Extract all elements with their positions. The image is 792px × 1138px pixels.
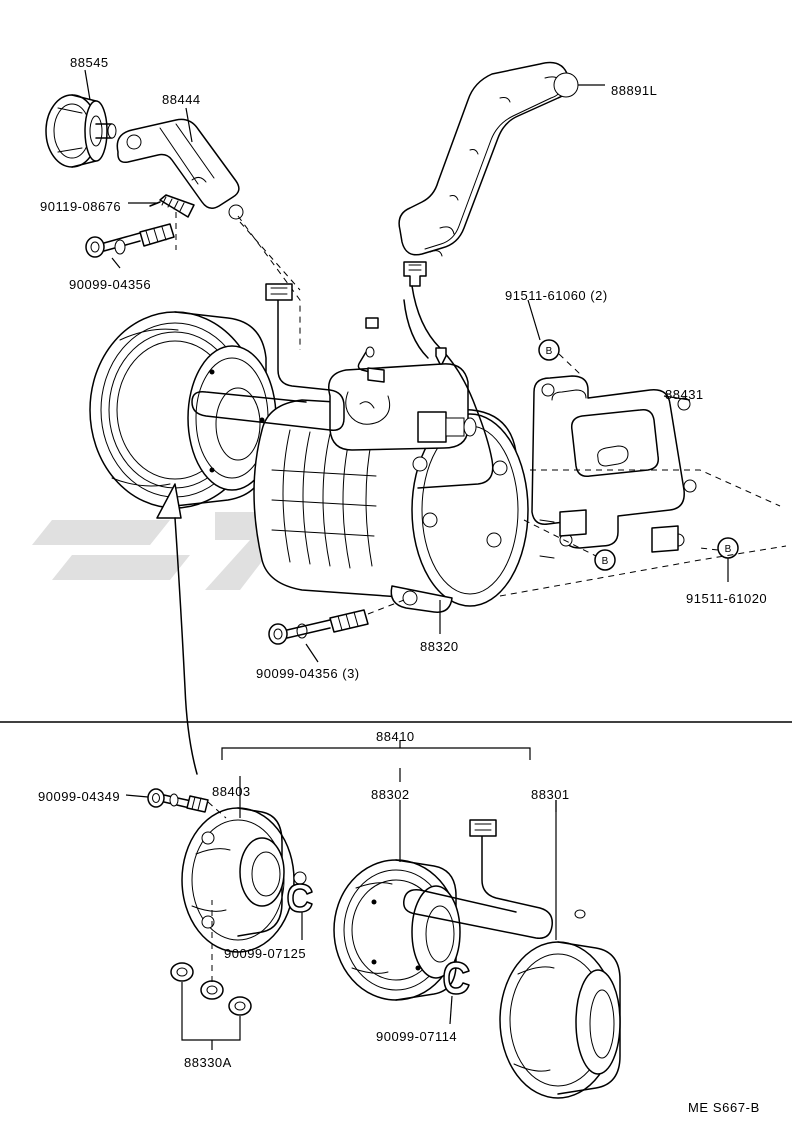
part-90119-08676-bolt: [150, 195, 194, 217]
part-88302-rotor: [334, 860, 460, 1000]
part-label-90099-04356: 90099-04356: [69, 277, 152, 292]
part-90099-07114-snap-ring: [444, 962, 469, 994]
part-label-88410: 88410: [376, 729, 415, 744]
part-compressor-pulley-front: [90, 312, 276, 508]
part-88891L-bracket: [399, 63, 578, 257]
part-label-88301: 88301: [531, 787, 570, 802]
part-label-88302: 88302: [371, 787, 410, 802]
leader-90099-07114: [450, 996, 452, 1024]
part-label-90119-08676: 90119-08676: [40, 199, 122, 214]
leader-90099-04356-lower: [306, 644, 318, 662]
part-88545-idler-pulley: [46, 95, 116, 167]
part-label-91511-61060: 91511-61060 (2): [505, 288, 608, 303]
svg-text:B: B: [601, 556, 609, 567]
part-label-88444: 88444: [162, 92, 201, 107]
part-label-88891L: 88891L: [611, 83, 658, 98]
part-label-88403: 88403: [212, 784, 251, 799]
svg-text:B: B: [545, 346, 553, 357]
part-90099-04356-bolts-lower: [269, 600, 404, 644]
part-90099-04356-bolt-upper: [86, 224, 174, 257]
part-88403-hub: [182, 808, 306, 952]
assembly-line-bracket-2: [176, 212, 300, 290]
fastener-91511-61060: [528, 300, 580, 374]
part-88431-bracket: [532, 376, 696, 558]
part-label-91511-61020: 91511-61020: [686, 591, 768, 606]
leader-90099-04349: [126, 795, 148, 797]
part-label-88545: 88545: [70, 55, 109, 70]
part-label-90099-04349: 90099-04349: [38, 789, 121, 804]
footer-code: ME S667-B: [688, 1100, 760, 1115]
part-label-90099-07125: 90099-07125: [224, 946, 307, 961]
svg-text:B: B: [724, 544, 732, 555]
part-88301-stator: [500, 942, 620, 1098]
assembly-line-88431-2: [500, 546, 786, 596]
part-label-88320: 88320: [420, 639, 459, 654]
assembly-line-bracket: [238, 216, 300, 350]
part-label-90099-04356-3: 90099-04356 (3): [256, 666, 360, 681]
connector-upper-right: [404, 262, 426, 286]
part-90099-07125-snap-ring: [288, 884, 312, 912]
part-label-88330A: 88330A: [184, 1055, 232, 1070]
part-label-88431: 88431: [665, 387, 704, 402]
part-label-90099-07114: 90099-07114: [376, 1029, 458, 1044]
leader-88545: [85, 70, 90, 100]
leader-90099-04356-upper: [112, 258, 120, 268]
